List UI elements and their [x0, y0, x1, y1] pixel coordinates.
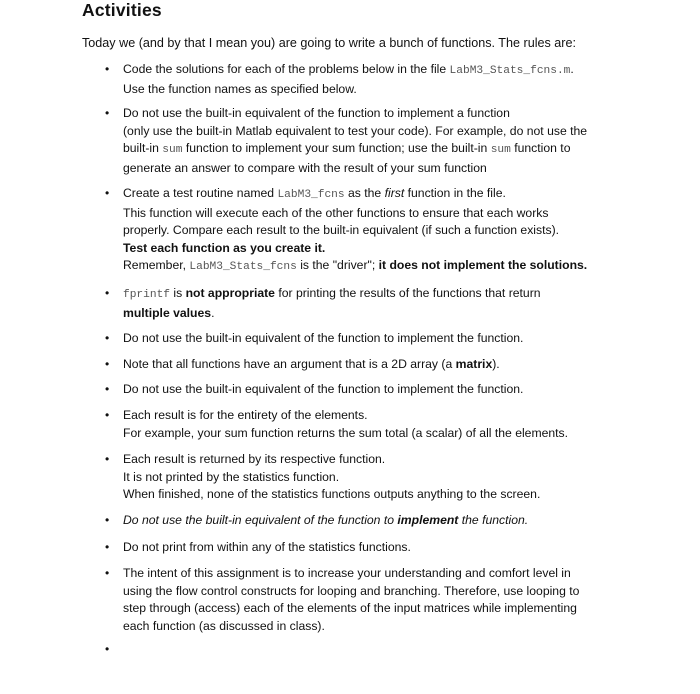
list-item: • Do not use the built-in equivalent of the function to implement the function. — [123, 330, 633, 348]
function-name-code: LabM3_fcns — [277, 189, 345, 201]
list-item: • Create a test routine named LabM3_fcns as the first function in the file. This function will execute each of the other functions to ensure that each works properly. Compare each result to the built-in equivalent (if such a function exists). Test each function as you create it. Remember, LabM3_Stats_fcns is the "driver"; it does not implement the solutions. — [105, 186, 588, 274]
bullet-icon: • — [105, 408, 110, 422]
code-sum: sum — [162, 144, 183, 157]
bullet-icon: • — [105, 62, 110, 76]
bullet-icon: • — [105, 540, 110, 554]
list-item: • Do not use the built-in equivalent of the function to implement a function (only use the built-in Matlab equivalent to test your code). For example, do not use the built-in sum function to implement your sum function; use the built-in sum function to generate an answer to compare with the result of your sum function — [105, 106, 588, 175]
list-item: • Note that all functions have an argument that is a 2D array (a matrix). — [123, 356, 633, 374]
bullet-icon: • — [105, 382, 110, 396]
list-item: • Do not print from within any of the statistics functions. — [123, 539, 633, 557]
filename-code: LabM3_Stats_fcns.m — [449, 65, 571, 77]
bullet-icon: • — [105, 186, 110, 200]
bullet-icon: • — [105, 357, 110, 371]
list-item: • fprintf is not appropriate for printing the results of the functions that return multiple values. — [105, 286, 541, 320]
bullet-icon: • — [105, 513, 110, 527]
bullet-icon: • — [105, 106, 110, 120]
list-item: • Do not use the built-in equivalent of the function to implement the function. — [123, 381, 633, 399]
code-sum: sum — [490, 144, 511, 157]
list-item: • Each result is returned by its respective function. It is not printed by the statistics function. When finished, none of the statistics functions outputs anything to the screen. — [105, 452, 541, 502]
list-item: • The intent of this assignment is to increase your understanding and comfort level in using the flow control constructs for looping and branching. Therefore, use looping to step through (access) each of the elements of the input matrices while implementing each function (as discussed in class). — [105, 566, 580, 633]
code-fprintf: fprintf — [123, 289, 170, 301]
intro-text: Today we (and by that I mean you) are going to write a bunch of functions. The rules are: — [82, 36, 577, 50]
page-title: Activities — [82, 0, 162, 20]
list-item: • Do not use the built-in equivalent of the function to implement the function. — [123, 512, 633, 530]
bullet-icon: • — [105, 452, 110, 466]
bullet-icon: • — [105, 286, 110, 300]
list-item: • Code the solutions for each of the problems below in the file LabM3_Stats_fcns.m. Use the function names as specified below. — [105, 62, 574, 96]
list-item: • Each result is for the entirety of the elements. For example, your sum function returns the sum total (a scalar) of all the elements. — [105, 408, 569, 440]
bullet-icon: • — [105, 642, 110, 656]
bullet-icon: • — [105, 566, 110, 580]
function-name-code: LabM3_Stats_fcns — [189, 261, 297, 274]
bullet-icon: • — [105, 331, 110, 345]
